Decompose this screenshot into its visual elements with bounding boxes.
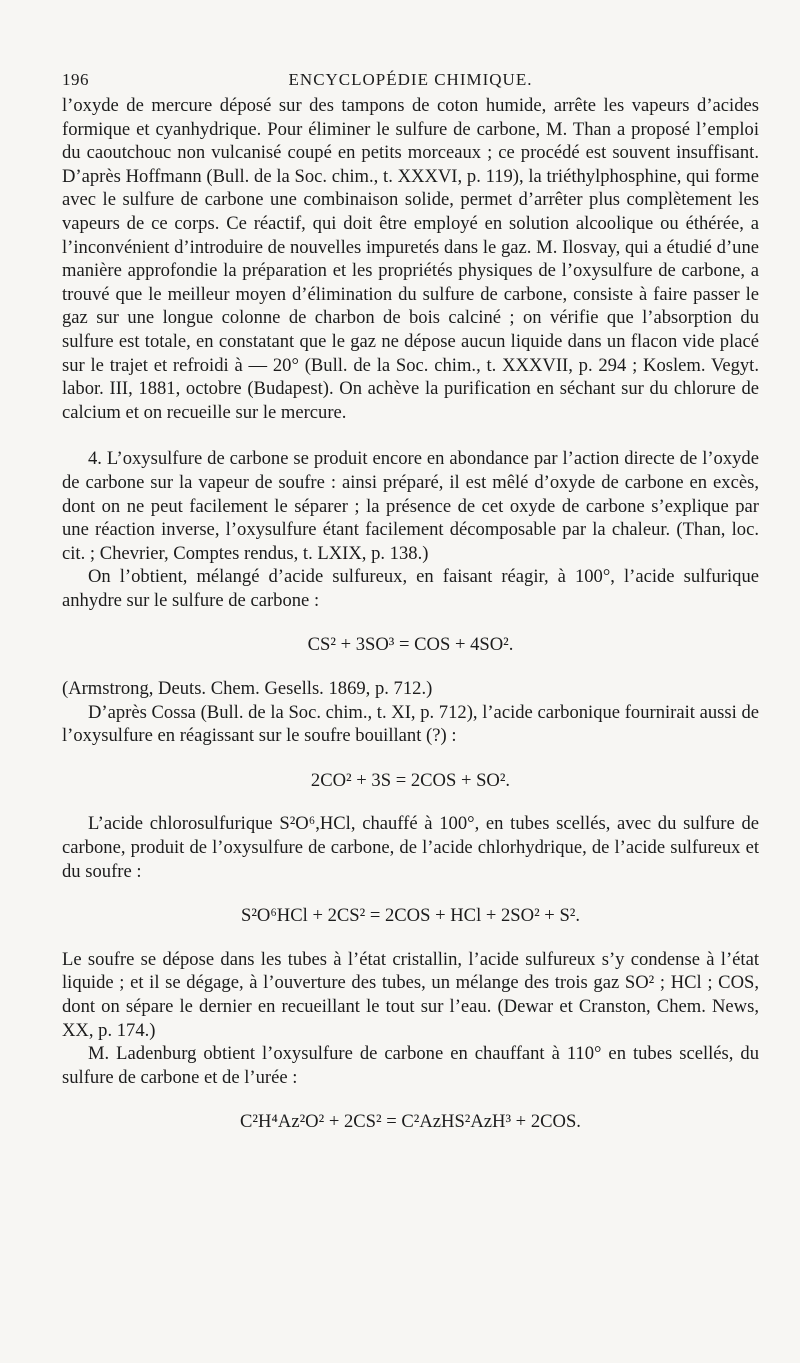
- paragraph: D’après Cossa (Bull. de la Soc. chim., t. XI, p. 712), l’acide carbonique fournirait aussi de l’oxysulfure en réagissant sur le soufre bouillant (?) :: [62, 701, 759, 747]
- formula: C²H⁴Az²O² + 2CS² = C²AzHS²AzH³ + 2COS.: [240, 1111, 581, 1133]
- paragraph: (Armstrong, Deuts. Chem. Gesells. 1869, p. 712.): [62, 678, 433, 700]
- formula: 2CO² + 3S = 2COS + SO².: [310, 769, 511, 791]
- formula: S²O⁶HCl + 2CS² = 2COS + HCl + 2SO² + S².: [240, 905, 581, 927]
- paragraph: 4. L’oxysulfure de carbone se produit encore en abondance par l’action directe de l’oxyde de carbone sur la vapeur de soufre : ainsi préparé, il est mêlé d’oxyde de carbone en excès, dont on ne peut facilement le séparer ; la présence de cet oxyde de carbone s’explique par une réaction inverse, l’oxysulfure étant facilement décomposable par la chaleur. (Than, loc. cit. ; Chevrier, Comptes rendus, t. LXIX, p. 138.): [62, 448, 759, 564]
- page-number: 196: [62, 70, 89, 89]
- header-title: ENCYCLOPÉDIE CHIMIQUE.: [288, 70, 533, 89]
- paragraph: On l’obtient, mélangé d’acide sulfureux, en faisant réagir, à 100°, l’acide sulfurique anhydre sur le sulfure de carbone :: [62, 566, 759, 611]
- formula: CS² + 3SO³ = COS + 4SO².: [307, 634, 514, 656]
- paragraph: Le soufre se dépose dans les tubes à l’état cristallin, l’acide sulfureux s’y condense à l’état liquide ; et il se dégage, à l’ouverture des tubes, un mélange des trois gaz SO² ; HCl ; COS, dont on sépare le dernier en recueillant le tout sur l’eau. (Dewar et Cranston, Chem. News, XX, p. 174.): [62, 948, 759, 1041]
- running-head: [62, 70, 759, 94]
- paragraph: L’acide chlorosulfurique S²O⁶,HCl, chauffé à 100°, en tubes scellés, avec du sulfure de carbone, produit de l’oxysulfure de carbone, de l’acide chlorhydrique, de l’acide sulfureux et du soufre :: [62, 813, 759, 882]
- paragraph: M. Ladenburg obtient l’oxysulfure de carbone en chauffant à 110° en tubes scellés, du sulfure de carbone et de l’urée :: [62, 1043, 759, 1088]
- body-text: [62, 94, 759, 1134]
- paragraph: l’oxyde de mercure déposé sur des tampons de coton humide, arrête les vapeurs d’acides formique et cyanhydrique. Pour éliminer le sulfure de carbone, M. Than a proposé l’emploi du caoutchouc non vulcanisé coupé en petits morceaux ; ce procédé est souvent insuffisant. D’après Hoffmann (Bull. de la Soc. chim., t. XXXVI, p. 119), la triéthylphosphine, qui forme avec le sulfure de carbone une combinaison solide, permet d’arrêter plus complètement les vapeurs de ce corps. Ce réactif, qui doit être employé en solution alcoolique ou éthérée, a l’inconvénient d’introduire de nouvelles impuretés dans le gaz. M. Ilosvay, qui a étudié d’une manière approfondie la préparation et les propriétés physiques de l’oxysulfure de carbone, a trouvé que le meilleur moyen d’élimination du sulfure de carbone, consiste à faire passer le gaz sur une longue colonne de charbon de bois calciné ; on vérifie que l’absorption du sulfure est totale, en constatant que le gaz ne dépose aucun liquide dans un flacon vide placé sur le trajet et refroidi à — 20° (Bull. de la Soc. chim., t. XXXVII, p. 294 ; Koslem. Vegyt. labor. III, 1881, octobre (Budapest). On achève la purification en séchant sur du chlorure de calcium et on recueille sur le mercure.: [62, 95, 759, 423]
